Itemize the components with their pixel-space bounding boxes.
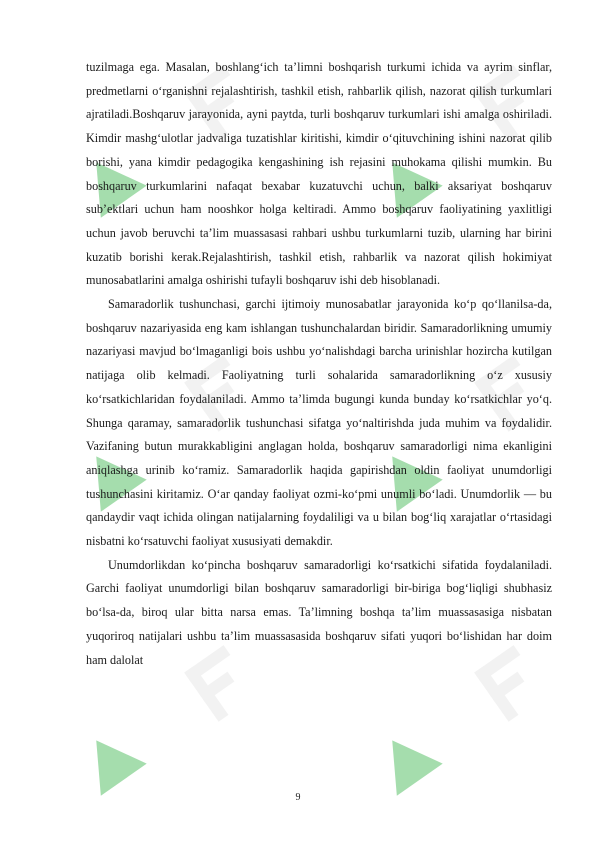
- paragraph: tuzilmaga ega. Masalan, boshlang‘ich ta’limni boshqarish turkumi ichida va ayrim sinflar, predmetlarni o‘rganishni rejalashtirish, tashkil etish, rahbarlik qilish, nazorat qilish turkumlari ajratiladi.Boshqaruv jarayonida, ayni paytda, turli boshqaruv turkumlari ishi amalga oshiriladi. Kimdir mashg‘ulotlar jadvaliga tuzatishlar kiritishi, kimdir o‘qituvchining ishini nazorat qilib borishi, yana kimdir pedagogika kengashining ish rejasini muhokama qilishi mumkin. Bu boshqaruv turkumlarini nafaqat bexabar kuzatuvchi uchun, balki aksariyat boshqaruv sub’ektlari uchun ham nooshkor holga keltiradi. Ammo boshqaruv faoliyatining yaxlitligi uchun javob beruvchi ta’lim muassasasi rahbari ushbu turkumlarni tuzib, ularning har birini kuzatib borishi kerak.Rejalashtirish, tashkil etish, rahbarlik va nazorat qilish hokimiyat munosabatlarini amalga oshirishi tufayli boshqaruv ishi deb hisoblanadi.: [86, 60, 552, 288]
- watermark-triangle-icon: [369, 724, 442, 795]
- paragraph: Unumdorlikdan ko‘pincha boshqaruv samaradorligi ko‘rsatkichi sifatida foydalaniladi. Garchi faoliyat unumdorligi bilan boshqaruv samaradorligi bir-biriga bog‘liqligi shubhasiz bo‘lsa-da, biroq ular bitta narsa emas. Ta’limning boshqa ta’lim muassasasiga nisbatan yuqoriroq natijalari ushbu ta’lim muassasasida boshqaruv sifati yuqori bo‘lishidan har doim ham dalolat: [86, 557, 552, 667]
- page-number: 9: [295, 792, 301, 803]
- document-body: [86, 56, 552, 672]
- paragraph: Samaradorlik tushunchasi, garchi ijtimoiy munosabatlar jarayonida ko‘p qo‘llanilsa-da, boshqaruv nazariyasida eng kam ishlangan tushunchalardan biridir. Samaradorlikning umumiy nazariyasi mavjud bo‘lmaganligi bois ushbu yo‘nalishdagi barcha urinishlar hozircha kutilgan natijaga olib kelmadi. Faoliyatning turli sohalarida samaradorlikning o‘z xususiy ko‘rsatkichlaridan foydalaniladi. Ammo ta’limda bugungi kunda bunday ko‘rsatkichlar yo‘q. Shunga qaramay, samaradorlik tushunchasi sifatga yo‘naltirishda juda muhim va foydalidir. Vazifaning butun murakkabligini anglagan holda, boshqaruv samaradorligi nima ekanligini aniqlashga urinib ko‘ramiz. Samaradorlik haqida gapirishdan oldin faoliyat unumdorligi tushunchasini kiritamiz. O‘ar qanday faoliyat ozmi-ko‘pmi unumli bo‘ladi. Unumdorlik — bu qandaydir vaqt ichida olingan natijalarning foydaliligi va u bilan bog‘liq xarajatlar o‘rtasidagi nisbatni ko‘rsatuvchi faoliyat xususiyati demakdir.: [86, 297, 552, 549]
- watermark-triangle-icon: [73, 724, 146, 795]
